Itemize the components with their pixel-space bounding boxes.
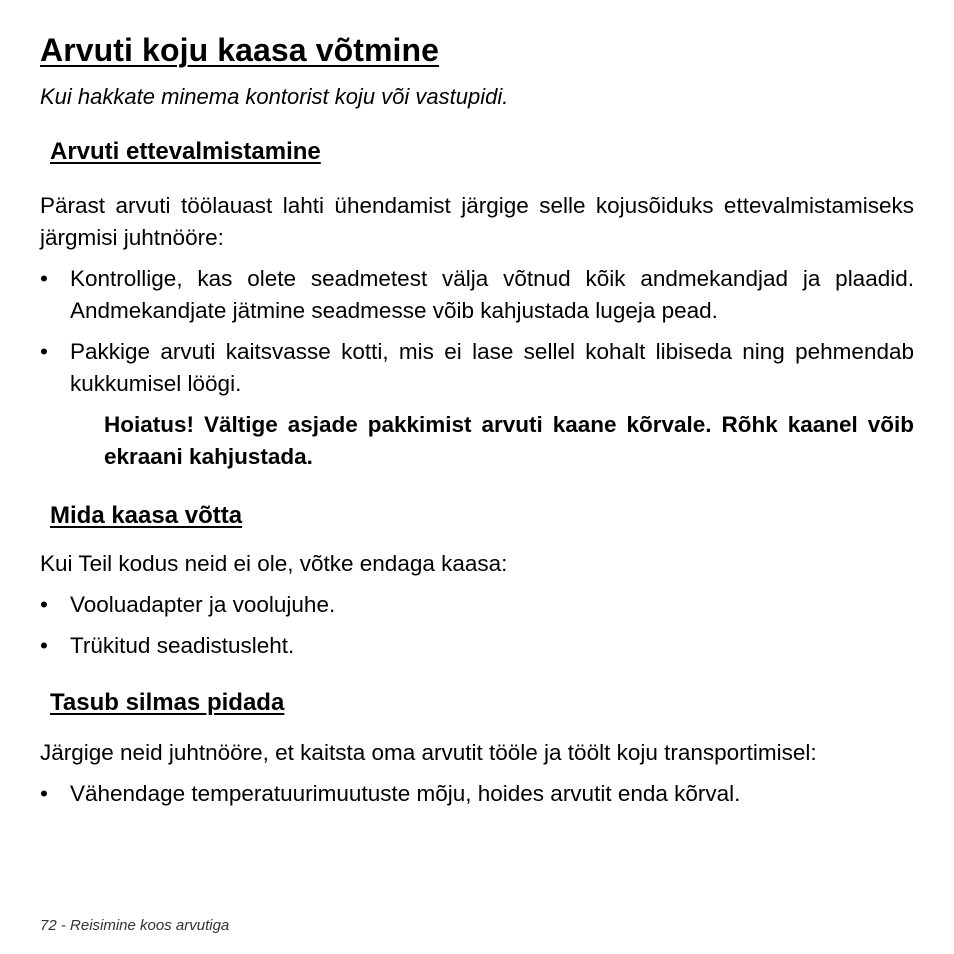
list-item — [40, 589, 914, 621]
bullet-icon: • — [40, 339, 48, 364]
page-title: Arvuti koju kaasa võtmine — [40, 32, 440, 68]
list-item-text: Kontrollige, kas olete seadmetest välja võtnud kõik andmekandjad ja plaadid. Andmekandjate jätmine seadmesse võib kahjustada lugeja pead. — [70, 266, 914, 323]
section-intro-preparation: Pärast arvuti töölauast lahti ühendamist järgige selle kojusõiduks ettevalmistamiseks järgmisi juhtnööre: — [40, 193, 914, 250]
bullet-icon: • — [40, 266, 48, 291]
section-heading-what-to-bring: Mida kaasa võtta — [50, 502, 243, 529]
bullet-icon: • — [40, 781, 48, 806]
bullet-list-preparation — [40, 263, 914, 400]
section-intro-what-to-bring: Kui Teil kodus neid ei ole, võtke endaga kaasa: — [40, 551, 508, 576]
document-page — [40, 30, 914, 810]
page-subtitle: Kui hakkate minema kontorist koju või vastupidi. — [40, 84, 509, 109]
list-item — [40, 630, 914, 662]
list-item-text: Pakkige arvuti kaitsvasse kotti, mis ei lase sellel kohalt libiseda ning pehmendab kukkumisel löögi. — [70, 339, 914, 396]
bullet-list-what-to-bring — [40, 589, 914, 662]
bullet-icon: • — [40, 633, 48, 658]
list-item — [40, 263, 914, 327]
list-item-text: Vähendage temperatuurimuutuste mõju, hoides arvutit enda kõrval. — [70, 781, 741, 806]
page-footer: 72 - Reisimine koos arvutiga — [40, 917, 230, 934]
bullet-list-keep-in-mind — [40, 778, 914, 810]
list-item-text: Vooluadapter ja voolujuhe. — [70, 592, 336, 617]
warning-note: Hoiatus! Vältige asjade pakkimist arvuti kaane kõrvale. Rõhk kaanel võib ekraani kahjustada. — [104, 412, 914, 469]
list-item — [40, 778, 914, 810]
list-item — [40, 336, 914, 400]
bullet-icon: • — [40, 592, 48, 617]
section-heading-preparation: Arvuti ettevalmistamine — [50, 138, 321, 165]
list-item-text: Trükitud seadistusleht. — [70, 633, 295, 658]
section-heading-keep-in-mind: Tasub silmas pidada — [50, 689, 285, 716]
section-intro-keep-in-mind: Järgige neid juhtnööre, et kaitsta oma arvutit tööle ja töölt koju transportimisel: — [40, 740, 817, 765]
